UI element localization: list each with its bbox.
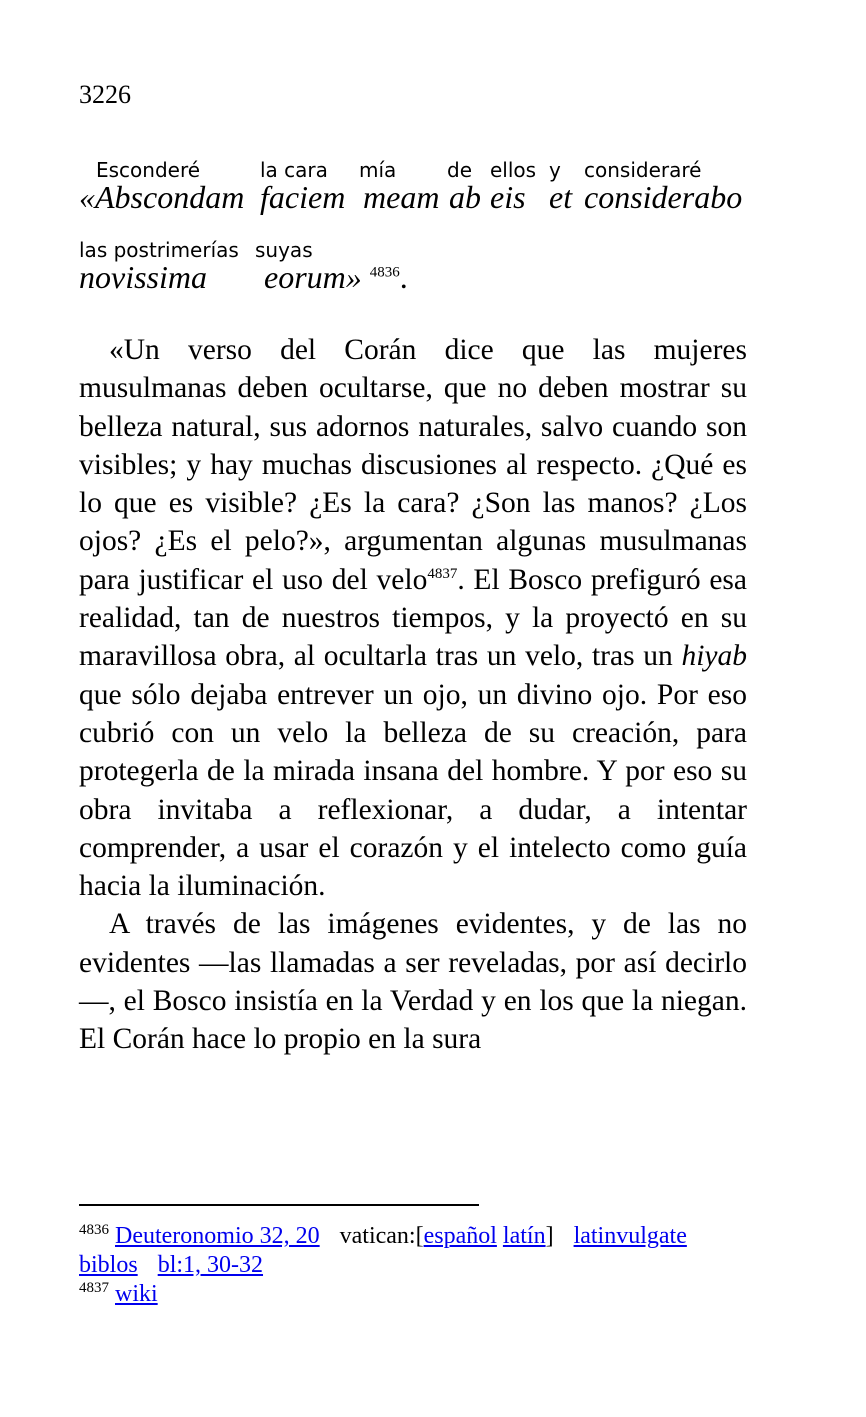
gloss-latin-word: eorum» bbox=[264, 259, 362, 295]
footnote-link-espanol[interactable]: español bbox=[423, 1223, 497, 1249]
gloss-latin bbox=[264, 258, 408, 296]
footnote-4837 bbox=[79, 1280, 747, 1309]
footnotes bbox=[79, 1222, 747, 1309]
paragraph-text: «Un verso del Corán dice que las mujeres musulmanas deben ocultarse, que no deben mostrar su belleza natural, sus adornos naturales, salvo cuando son visibles; y hay muchas discusiones al respecto. ¿Qué es lo que es visible? ¿Es la cara? ¿Son las manos? ¿Los ojos? ¿Es el pelo?», argumentan algunas musulmanas para justificar el uso del velo bbox=[79, 334, 747, 596]
gloss-latin: ab bbox=[449, 179, 481, 215]
gloss-spanish: de bbox=[447, 158, 472, 182]
gloss-spanish: consideraré bbox=[584, 158, 702, 182]
paragraph-text: . El Bosco prefiguró esa realidad, tan de nuestros tiempos, y la proyectó en su maravillosa obra, al ocultarla tras un velo, tras un bbox=[79, 563, 747, 673]
gloss-latin: meam bbox=[363, 179, 440, 215]
gloss-latin: «Abscondam bbox=[79, 179, 245, 215]
paragraph-text: que sólo dejaba entrever un ojo, un divino ojo. Por eso cubrió con un velo la belleza de su creación, para protegerla de la mirada insana del hombre. Y por eso su obra invitaba a reflexionar, a dudar, a intentar comprender, a usar el corazón y el intelecto como guía hacia la iluminación. bbox=[79, 678, 747, 903]
gloss-latin: considerabo bbox=[584, 179, 743, 215]
footnote-ref[interactable]: 4837 bbox=[427, 565, 458, 582]
paragraph bbox=[79, 331, 747, 905]
footnote-link-latinvulgate[interactable]: latinvulgate bbox=[573, 1223, 687, 1249]
gloss-spanish: la cara bbox=[260, 158, 328, 182]
gloss-spanish: las postrimerías bbox=[79, 238, 239, 262]
gloss-spanish: y bbox=[549, 158, 561, 182]
end-punctuation: . bbox=[399, 259, 408, 295]
footnote-link-bl[interactable]: bl:1, 30-32 bbox=[157, 1252, 264, 1278]
gloss-spanish: ellos bbox=[490, 158, 537, 182]
footnote-divider bbox=[79, 1204, 479, 1206]
footnote-number: 4836 bbox=[79, 1222, 109, 1238]
page-number: 3226 bbox=[79, 80, 131, 109]
footnote-link-wiki[interactable]: wiki bbox=[115, 1281, 158, 1307]
gloss-latin: faciem bbox=[260, 179, 346, 215]
body-text bbox=[79, 331, 747, 1059]
gloss-spanish: suyas bbox=[255, 238, 313, 262]
italic-term: hiyab bbox=[681, 640, 747, 673]
gloss-spanish: Esconderé bbox=[96, 158, 201, 182]
footnote-ref[interactable]: 4836 bbox=[369, 264, 400, 281]
footnote-number: 4837 bbox=[79, 1280, 109, 1296]
gloss-latin: novissima bbox=[79, 259, 207, 295]
footnote-link-deuteronomio[interactable]: Deuteronomio 32, 20 bbox=[115, 1223, 320, 1249]
footnote-text-bracket: ] bbox=[545, 1223, 554, 1249]
gloss-latin: eis bbox=[490, 179, 526, 215]
footnote-link-latin[interactable]: latín bbox=[502, 1223, 546, 1249]
paragraph: A través de las imágenes evidentes, y de las no evidentes —las llamadas a ser reveladas, por así decirlo—, el Bosco insistía en la Verdad y en los que la niegan. El Corán hace lo propio en la sura bbox=[79, 908, 747, 1056]
verse-line-2 bbox=[79, 238, 747, 318]
verse-line-1 bbox=[79, 158, 747, 238]
gloss-latin: et bbox=[549, 179, 573, 215]
gloss-spanish: mía bbox=[359, 158, 397, 182]
footnote-link-biblos[interactable]: biblos bbox=[79, 1252, 138, 1278]
footnote-text-vatican: vatican:[ bbox=[339, 1223, 424, 1249]
footnote-4836 bbox=[79, 1222, 747, 1280]
